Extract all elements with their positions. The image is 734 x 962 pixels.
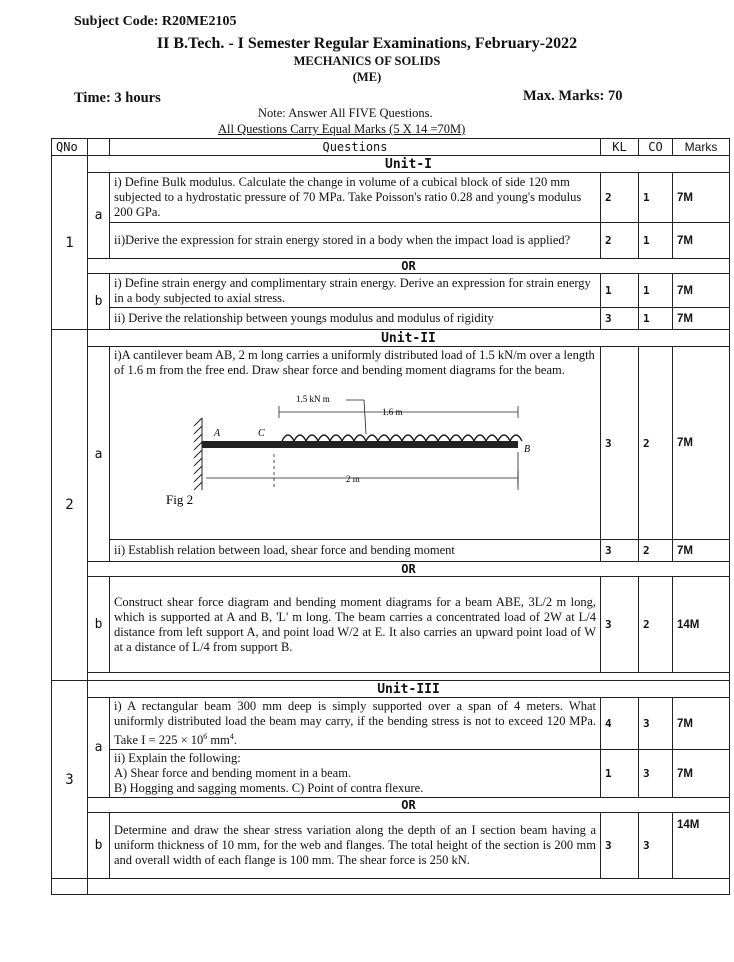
exam-time: Time: 3 hours: [74, 90, 161, 106]
unit-heading: Unit-I: [88, 156, 730, 173]
length-dimension: [206, 452, 518, 490]
udl-load: [282, 435, 522, 441]
part-label: b: [88, 274, 110, 330]
question-number: 2: [52, 330, 88, 681]
kl-value: 3: [601, 540, 639, 562]
part-label: a: [88, 173, 110, 259]
marks-value: 14M: [673, 813, 730, 879]
co-value: 2: [639, 540, 673, 562]
question-text: ii) Explain the following: A) Shear force and bending moment in a beam. B) Hogging and sagging moments. C) Point of contra flexure.: [110, 750, 601, 798]
marks-value: 7M: [673, 540, 730, 562]
question-number: 3: [52, 681, 88, 879]
part-label: b: [88, 577, 110, 673]
span-label: 1.6 m: [382, 407, 403, 417]
co-value: 3: [639, 698, 673, 750]
table-header-row: [52, 139, 730, 156]
marks-value: 7M: [673, 173, 730, 223]
empty-cell: [52, 879, 88, 895]
leader-line: [346, 400, 366, 434]
exam-title: II B.Tech. - I Semester Regular Examinations, February-2022: [156, 35, 578, 52]
co-value: 2: [639, 577, 673, 673]
marks-value: 7M: [673, 274, 730, 308]
header-marks: Marks: [673, 139, 730, 156]
question-cell-with-figure: [110, 347, 601, 540]
question-text: i) Define Bulk modulus. Calculate the change in volume of a cubical block of side 120 mm subjected to a hydrostatic pressure of 70 MPa. Take Poisson's ratio 0.28 and young's modulus 200 GPa.: [110, 173, 601, 223]
question-text: Construct shear force diagram and bending moment diagrams for a beam ABE, 3L/2 m long, which is supported at A and B, 'L' m long. The beam carries a concentrated load of 2W at L/4 distance from left support A, and point load W/2 at E. It also carries an upward point load of W at a distance of L/4 from support B.: [110, 577, 601, 673]
question-text: ii) Establish relation between load, shear force and bending moment: [110, 540, 601, 562]
kl-value: 3: [601, 577, 639, 673]
question-number: 1: [52, 156, 88, 330]
question-text: ii)Derive the expression for strain energy stored in a body when the impact load is applied?: [110, 223, 601, 259]
point-a-label: A: [214, 428, 221, 439]
header-part: [88, 139, 110, 156]
kl-value: 3: [601, 813, 639, 879]
marks-value: 7M: [673, 347, 730, 540]
or-separator: OR: [88, 798, 730, 813]
header-kl: KL: [601, 139, 639, 156]
cantilever-figure: [114, 378, 596, 538]
beam: [202, 441, 518, 448]
marks-value: 7M: [673, 750, 730, 798]
co-value: 1: [639, 274, 673, 308]
or-separator: OR: [88, 562, 730, 577]
kl-value: 4: [601, 698, 639, 750]
header-co: CO: [639, 139, 673, 156]
marks-value: 7M: [673, 223, 730, 259]
question-table: [51, 138, 730, 895]
question-text: Determine and draw the shear stress variation along the depth of an I section beam having a uniform thickness of 10 mm, for the web and flanges. The total height of the section is 200 mm and overall width of each flange is 100 mm. The shear force is 250 kN.: [110, 813, 601, 879]
kl-value: 3: [601, 347, 639, 540]
kl-value: 1: [601, 750, 639, 798]
kl-value: 2: [601, 173, 639, 223]
marks-value: 14M: [673, 577, 730, 673]
co-value: 2: [639, 347, 673, 540]
question-text: ii) Derive the relationship between youngs modulus and modulus of rigidity: [110, 308, 601, 330]
marks-note: All Questions Carry Equal Marks (5 X 14 =70M): [218, 122, 466, 136]
spacer: [88, 673, 730, 681]
or-separator: OR: [88, 259, 730, 274]
header-questions: Questions: [110, 139, 601, 156]
kl-value: 2: [601, 223, 639, 259]
part-label: a: [88, 698, 110, 798]
question-text: i) A rectangular beam 300 mm deep is simply supported over a span of 4 meters. What uniformly distributed load the beam may carry, if the bending stress is not to exceed 120 MPa. Take $I = 225 \times 10^6$ $mm^4$.: [110, 698, 601, 750]
part-label: a: [88, 347, 110, 562]
point-b-label: B: [524, 444, 531, 455]
subject-name: MECHANICS OF SOLIDS: [293, 54, 441, 68]
co-value: 3: [639, 813, 673, 879]
marks-value: 7M: [673, 308, 730, 330]
marks-value: 7M: [673, 698, 730, 750]
instruction-note: Note: Answer All FIVE Questions.: [258, 106, 433, 120]
figure-caption: Fig 2: [166, 492, 194, 507]
subject-code: Subject Code: R20ME2105: [74, 14, 237, 29]
cantilever-beam-diagram: [114, 378, 594, 538]
udl-label: 1.5 kN m: [296, 394, 330, 404]
question-text: i)A cantilever beam AB, 2 m long carries a uniformly distributed load of 1.5 kN/m over a length of 1.6 m from the free end. Draw shear force and bending moment diagrams for the beam.: [114, 348, 595, 377]
fixed-support-hatch: [194, 418, 202, 490]
header-qno: QNo: [52, 139, 88, 156]
question-text: i) Define strain energy and complimentary strain energy. Derive an expression for strain energy in a body subjected to axial stress.: [110, 274, 601, 308]
unit-heading: Unit-II: [88, 330, 730, 347]
length-label: 2 m: [346, 474, 360, 484]
part-label: b: [88, 813, 110, 879]
kl-value: 1: [601, 274, 639, 308]
empty-cell: [88, 879, 730, 895]
branch: (ME): [352, 70, 382, 84]
max-marks: Max. Marks: 70: [523, 88, 623, 104]
co-value: 1: [639, 173, 673, 223]
kl-value: 3: [601, 308, 639, 330]
co-value: 1: [639, 308, 673, 330]
co-value: 3: [639, 750, 673, 798]
point-c-label: C: [258, 428, 265, 439]
co-value: 1: [639, 223, 673, 259]
unit-heading: Unit-III: [88, 681, 730, 698]
